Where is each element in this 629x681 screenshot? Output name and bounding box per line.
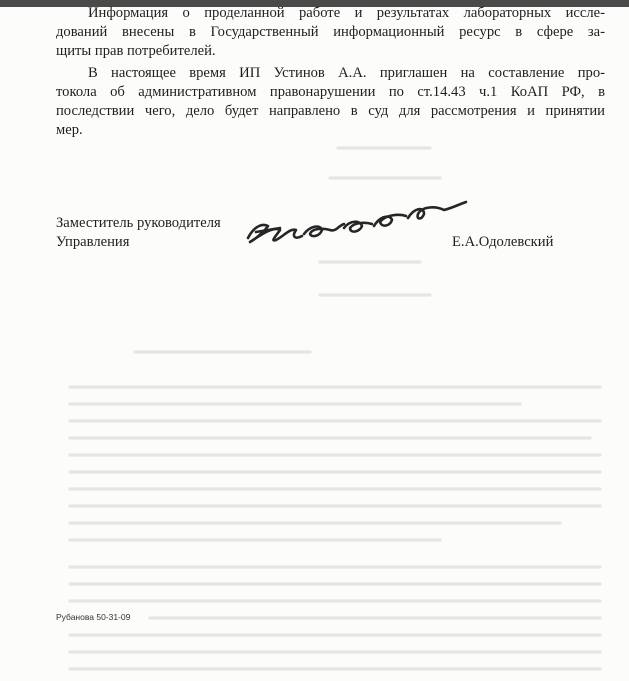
paragraph-line: последствии чего, дело будет направлено в суд для рассмотрения и принятии xyxy=(56,103,605,119)
paragraph-line: токола об административном правонарушении по ст.14.43 ч.1 КоАП РФ, в xyxy=(56,84,605,100)
paragraph-line: мер. xyxy=(56,122,83,138)
paragraph-line: дований внесены в Государственный информационный ресурс в сфере за- xyxy=(56,24,605,40)
handwritten-signature xyxy=(240,192,470,252)
paragraph-line: В настоящее время ИП Устинов А.А. приглашен на составление про- xyxy=(88,65,605,81)
signer-name: Е.А.Одолевский xyxy=(452,234,554,250)
signer-position-line: Управления xyxy=(56,234,130,250)
paragraph-line: щиты прав потребителей. xyxy=(56,43,216,59)
paragraph-lab-results xyxy=(56,4,605,61)
executor-contact: Рубанова 50-31-09 xyxy=(56,612,131,622)
signer-position xyxy=(56,214,221,252)
paragraph-protocol xyxy=(56,64,605,140)
signer-position-line: Заместитель руководителя xyxy=(56,215,221,231)
paragraph-line: Информация о проделанной работе и результатах лабораторных иссле- xyxy=(88,5,605,21)
